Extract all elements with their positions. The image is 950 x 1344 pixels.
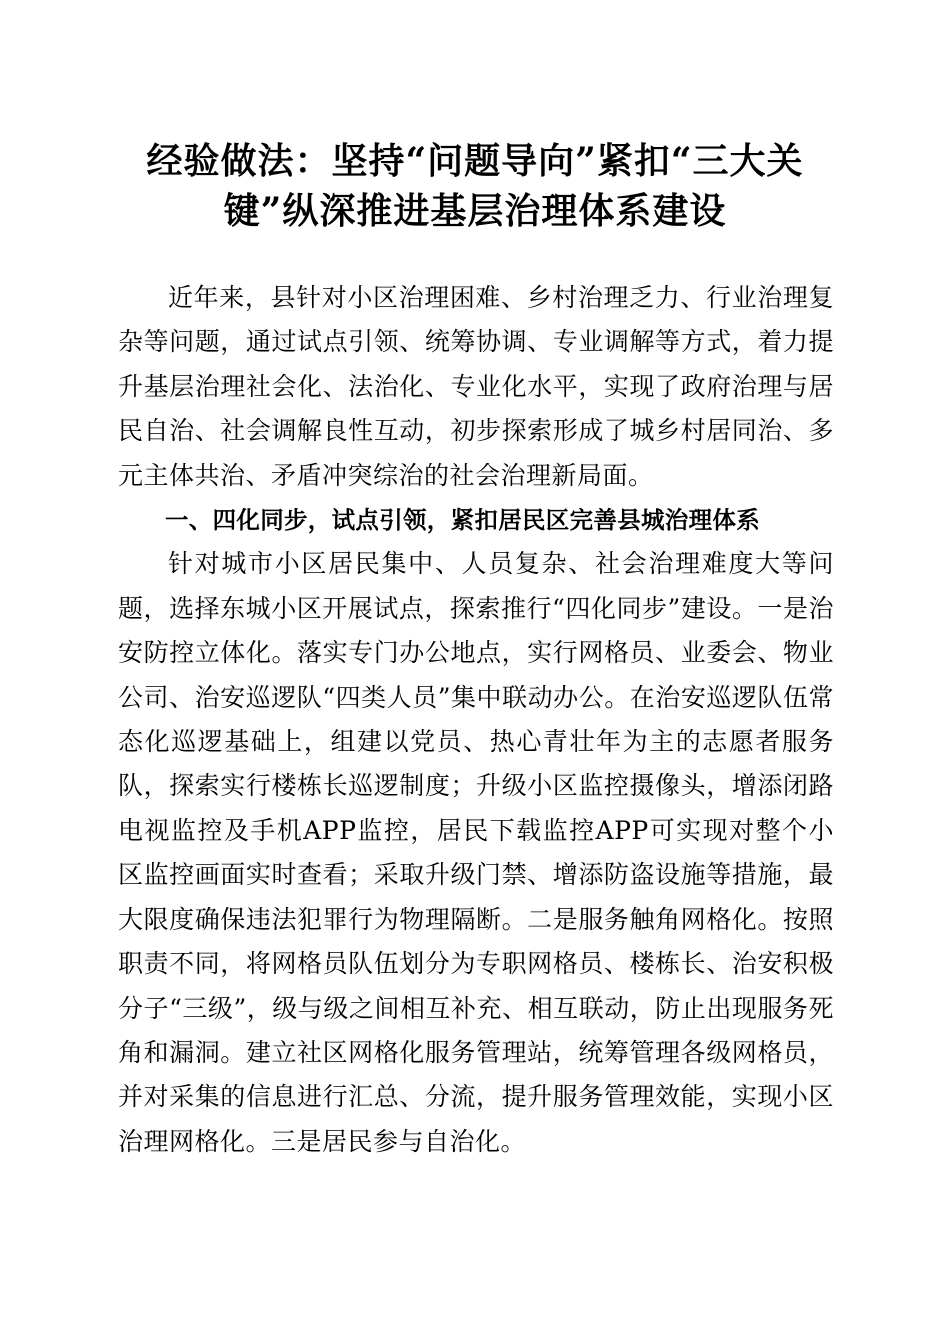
intro-paragraph: 近年来，县针对小区治理困难、乡村治理乏力、行业治理复杂等问题，通过试点引领、统筹协调、专业调解等方式，着力提升基层治理社会化、法治化、专业化水平，实现了政府治理与居民自治、社会调解良性互动，初步探索形成了城乡村居同治、多元主体共治、矛盾冲突综治的社会治理新局面。: [118, 283, 834, 490]
title-line-2: 键”纵深推进基层治理体系建设: [223, 190, 727, 232]
section-1-heading: 一、四化同步，试点引领，紧扣居民区完善县城治理体系: [165, 506, 760, 535]
section-1-paragraph: 针对城市小区居民集中、人员复杂、社会治理难度大等问题，选择东城小区开展试点，探索推行“四化同步”建设。一是治安防控立体化。落实专门办公地点，实行网格员、业委会、物业公司、治安巡逻队“四类人员”集中联动办公。在治安巡逻队伍常态化巡逻基础上，组建以党员、热心青壮年为主的志愿者服务队，探索实行楼栋长巡逻制度；升级小区监控摄像头，增添闭路电视监控及手机APP监控，居民下载监控APP可实现对整个小区监控画面实时查看；采取升级门禁、增添防盗设施等措施，最大限度确保违法犯罪行为物理隔断。二是服务触角网格化。按照职责不同，将网格员队伍划分为专职网格员、楼栋长、治安积极分子“三级”，级与级之间相互补充、相互联动，防止出现服务死角和漏洞。建立社区网格化服务管理站，统筹管理各级网格员，并对采集的信息进行汇总、分流，提升服务管理效能，实现小区治理网格化。三是居民参与自治化。: [118, 549, 834, 1156]
document-body: [118, 276, 834, 1164]
document-title: [110, 136, 840, 236]
title-line-1: 经验做法：坚持“问题导向”紧扣“三大关: [146, 140, 804, 182]
